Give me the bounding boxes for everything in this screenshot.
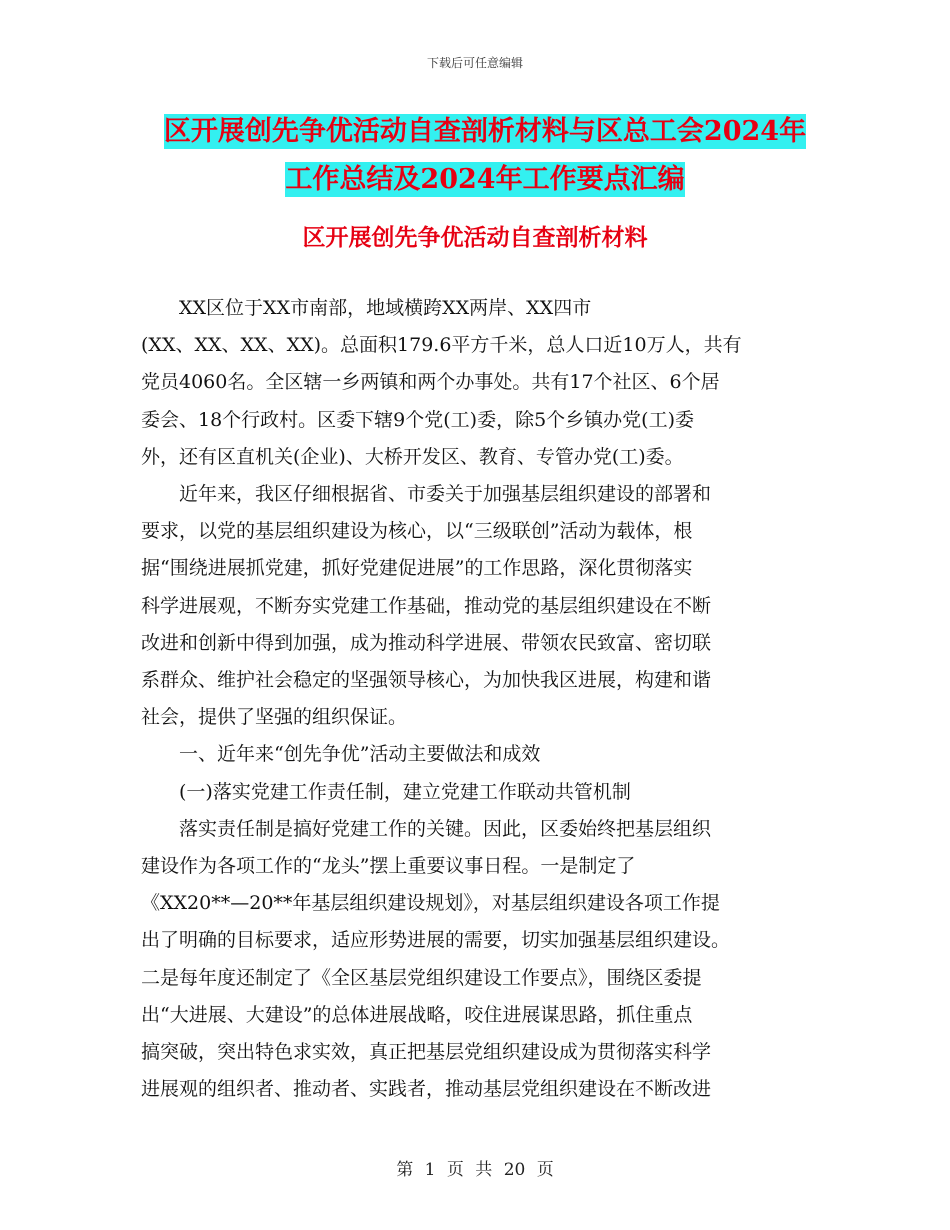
- body-line: 进展观的组织者、推动者、实践者，推动基层党组织建设在不断改进: [141, 1078, 712, 1101]
- subsection-heading: (一)落实党建工作责任制，建立党建工作联动共管机制: [179, 780, 631, 803]
- document-body: [141, 290, 811, 1108]
- body-line: 落实责任制是搞好党建工作的关键。因此，区委始终把基层组织: [179, 817, 712, 840]
- body-line: 据“围绕进展抓党建，抓好党建促进展”的工作思路，深化贯彻落实: [141, 557, 693, 580]
- body-line: 要求，以党的基层组织建设为核心，以“三级联创”活动为载体，根: [141, 520, 693, 543]
- body-line: 出“大进展、大建设”的总体进展战略，咬住进展谋思路，抓住重点: [141, 1003, 693, 1026]
- body-line: 科学进展观，不断夯实党建工作基础，推动党的基层组织建设在不断: [141, 594, 712, 617]
- body-line: 社会，提供了坚强的组织保证。: [141, 706, 408, 729]
- body-line: 外，还有区直机关(企业)、大桥开发区、教育、专管办党(工)委。: [141, 445, 684, 468]
- body-line: XX区位于XX市南部，地域横跨XX两岸、XX四市: [179, 297, 592, 319]
- document-title-line-1: 区开展创先争优活动自查剖析材料与区总工会2024年: [163, 116, 807, 147]
- body-line: 出了明确的目标要求，适应形势进展的需要，切实加强基层组织建设。: [141, 929, 731, 952]
- body-line: 搞突破，突出特色求实效，真正把基层党组织建设成为贯彻落实科学: [141, 1041, 712, 1064]
- header-note: 下载后可任意编辑: [426, 56, 523, 70]
- body-line: 二是每年度还制定了《全区基层党组织建设工作要点》，围绕区委提: [141, 966, 702, 989]
- body-line: 委会、18个行政村。区委下辖9个党(工)委，除5个乡镇办党(工)委: [141, 408, 695, 431]
- section-heading: 一、近年来“创先争优”活动主要做法和成效: [179, 743, 541, 766]
- body-line: 《XX20**—20**年基层组织建设规划》，对基层组织建设各项工作提: [141, 892, 720, 915]
- body-line: 系群众、维护社会稳定的坚强领导核心，为加快我区进展，构建和谐: [141, 669, 712, 692]
- body-line: (XX、XX、XX、XX)。总面积179.6平方千米，总人口近10万人，共有: [141, 334, 742, 357]
- page-footer: 第 1 页 共 20 页: [396, 1160, 554, 1180]
- body-line: 改进和创新中得到加强，成为推动科学进展、带领农民致富、密切联: [141, 631, 712, 654]
- section-title: 区开展创先争优活动自查剖析材料: [302, 224, 648, 251]
- body-line: 建设作为各项工作的“龙头”摆上重要议事日程。一是制定了: [141, 855, 636, 878]
- body-line: 近年来，我区仔细根据省、市委关于加强基层组织建设的部署和: [179, 483, 712, 506]
- document-title: [140, 108, 830, 204]
- document-title-line-2: 工作总结及2024年工作要点汇编: [285, 164, 685, 195]
- body-line: 党员4060名。全区辖一乡两镇和两个办事处。共有17个社区、6个居: [141, 371, 720, 394]
